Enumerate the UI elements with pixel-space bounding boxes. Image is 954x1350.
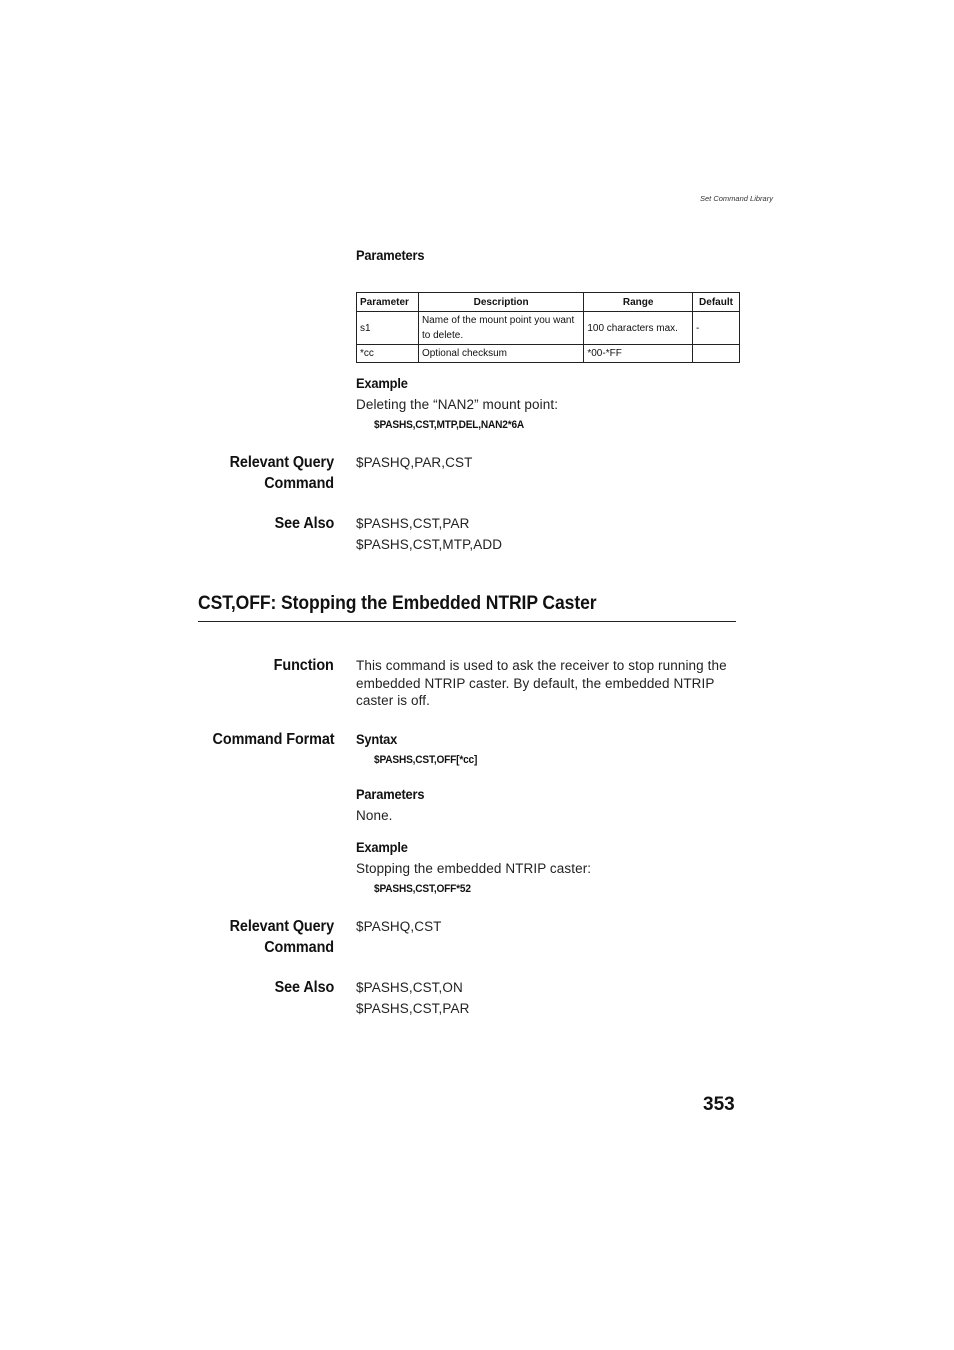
relevant-query-value: $PASHQ,CST [356,919,442,934]
table-row [357,312,740,345]
see-also-label: See Also [274,515,334,532]
running-head: Set Command Library [700,194,773,203]
syntax-heading: Syntax [356,731,398,747]
see-also-item: $PASHS,CST,PAR [356,1000,470,1016]
syntax-code: $PASHS,CST,OFF[*cc] [374,754,478,766]
table-cell: 100 characters max. [584,312,693,345]
table-row [357,345,740,363]
command-format-label: Command Format [212,731,334,748]
table-cell: Name of the mount point you want to delete. [418,312,583,345]
label-line: Relevant Query [229,454,334,471]
see-also-item: $PASHS,CST,PAR [356,516,470,531]
example-text: Stopping the embedded NTRIP caster: [356,861,592,876]
table-cell: s1 [357,312,419,345]
relevant-query-label [230,916,334,958]
parameters-table [356,292,740,363]
column-header: Range [584,293,693,312]
page-number: 353 [703,1094,735,1115]
example-heading: Example [356,375,408,391]
parameters-heading: Parameters [356,786,425,802]
label-line: Command [264,475,334,492]
section-divider [198,621,736,622]
see-also-list [356,979,469,1017]
table-cell: *00-*FF [584,345,693,363]
see-also-item: $PASHS,CST,MTP,ADD [356,536,503,552]
parameters-heading: Parameters [356,247,425,263]
example-heading: Example [356,839,408,855]
label-line: Relevant Query [229,918,334,935]
table-header-row [357,293,740,312]
function-text: This command is used to ask the receiver to stop running the embedded NTRIP caster. By default, the embedded NTRIP caster is off. [356,658,727,708]
section-title: CST,OFF: Stopping the Embedded NTRIP Caster [198,592,597,614]
example-code: $PASHS,CST,MTP,DEL,NAN2*6A [374,419,525,431]
example-code: $PASHS,CST,OFF*52 [374,883,471,895]
label-line: Command [264,939,334,956]
column-header: Default [693,293,740,312]
function-label: Function [273,657,334,674]
column-header: Description [418,293,583,312]
table-cell [693,345,740,363]
relevant-query-value: $PASHQ,PAR,CST [356,455,473,470]
relevant-query-label [230,452,334,494]
table-cell: *cc [357,345,419,363]
column-header: Parameter [357,293,419,312]
table-cell: Optional checksum [418,345,583,363]
see-also-item: $PASHS,CST,ON [356,980,463,995]
table-cell: - [693,312,740,345]
see-also-list [356,515,502,553]
example-text: Deleting the “NAN2” mount point: [356,397,559,412]
parameters-text: None. [356,808,393,823]
see-also-label: See Also [274,979,334,996]
